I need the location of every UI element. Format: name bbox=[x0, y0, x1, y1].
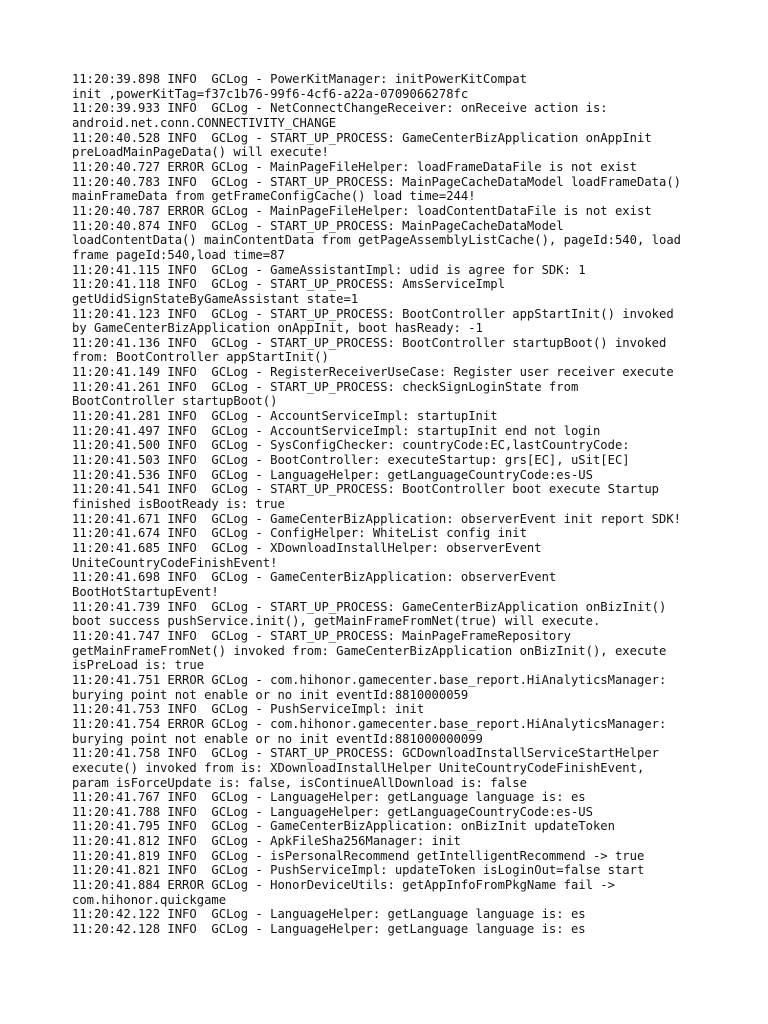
log-line: 11:20:41.261 INFO GCLog - START_UP_PROCESS: checkSignLoginState from bbox=[72, 379, 579, 394]
log-line: 11:20:42.128 INFO GCLog - LanguageHelper: getLanguage language is: es bbox=[72, 922, 586, 937]
log-line: burying point not enable or no init eventId:8810000059 bbox=[72, 687, 469, 702]
log-line: 11:20:41.541 INFO GCLog - START_UP_PROCESS: BootController boot execute Startup bbox=[72, 482, 659, 497]
log-line: 11:20:40.787 ERROR GCLog - MainPageFileHelper: loadContentDataFile is not exist bbox=[72, 203, 652, 218]
log-line: 11:20:41.795 INFO GCLog - GameCenterBizApplication: onBizInit updateToken bbox=[72, 819, 615, 834]
log-line: 11:20:41.753 INFO GCLog - PushServiceImpl: init bbox=[72, 702, 425, 717]
log-line: param isForceUpdate is: false, isContinueAllDownload is: false bbox=[72, 775, 527, 790]
log-line: 11:20:41.758 INFO GCLog - START_UP_PROCESS: GCDownloadInstallServiceStartHelper bbox=[72, 746, 659, 761]
log-line: 11:20:41.767 INFO GCLog - LanguageHelper: getLanguage language is: es bbox=[72, 790, 586, 805]
log-line: getMainFrameFromNet() invoked from: GameCenterBizApplication onBizInit(), execute bbox=[72, 643, 667, 658]
log-line: 11:20:41.819 INFO GCLog - isPersonalRecommend getIntelligentRecommend -> true bbox=[72, 848, 645, 863]
log-line: loadContentData() mainContentData from getPageAssemblyListCache(), pageId:540, load bbox=[72, 233, 682, 248]
log-line: mainFrameData from getFrameConfigCache() load time=244! bbox=[72, 189, 476, 204]
log-line: preLoadMainPageData() will execute! bbox=[72, 145, 329, 160]
log-line: init ,powerKitTag=f37c1b76-99f6-4cf6-a22a-0709066278fc bbox=[72, 86, 469, 101]
log-line: BootHotStartupEvent! bbox=[72, 584, 219, 599]
log-line: 11:20:39.933 INFO GCLog - NetConnectChangeReceiver: onReceive action is: bbox=[72, 101, 608, 116]
log-line: from: BootController appStartInit() bbox=[72, 350, 329, 365]
log-line: 11:20:41.812 INFO GCLog - ApkFileSha256Manager: init bbox=[72, 834, 461, 849]
log-line: 11:20:41.503 INFO GCLog - BootController: executeStartup: grs[EC], uSit[EC] bbox=[72, 453, 630, 468]
log-line: isPreLoad is: true bbox=[72, 658, 205, 673]
log-line: 11:20:41.751 ERROR GCLog - com.hihonor.gamecenter.base_report.HiAnalyticsManager: bbox=[72, 672, 667, 687]
log-line: 11:20:41.698 INFO GCLog - GameCenterBizApplication: observerEvent bbox=[72, 570, 557, 585]
log-line: 11:20:41.536 INFO GCLog - LanguageHelper: getLanguageCountryCode:es-US bbox=[72, 467, 593, 482]
log-line: 11:20:41.497 INFO GCLog - AccountServiceImpl: startupInit end not login bbox=[72, 423, 601, 438]
log-line: finished isBootReady is: true bbox=[72, 497, 285, 512]
log-line: 11:20:41.136 INFO GCLog - START_UP_PROCESS: BootController startupBoot() invoked bbox=[72, 335, 667, 350]
log-line: by GameCenterBizApplication onAppInit, boot hasReady: -1 bbox=[72, 321, 483, 336]
log-line: 11:20:41.739 INFO GCLog - START_UP_PROCESS: GameCenterBizApplication onBizInit() bbox=[72, 599, 667, 614]
log-line: 11:20:41.115 INFO GCLog - GameAssistantImpl: udid is agree for SDK: 1 bbox=[72, 262, 586, 277]
log-line: BootController startupBoot() bbox=[72, 394, 278, 409]
log-line: android.net.conn.CONNECTIVITY_CHANGE bbox=[72, 115, 337, 130]
log-line: burying point not enable or no init eventId:881000000099 bbox=[72, 731, 483, 746]
log-line: 11:20:41.674 INFO GCLog - ConfigHelper: WhiteList config init bbox=[72, 526, 527, 541]
log-line: 11:20:41.500 INFO GCLog - SysConfigChecker: countryCode:EC,lastCountryCode: bbox=[72, 438, 630, 453]
log-line: 11:20:41.884 ERROR GCLog - HonorDeviceUtils: getAppInfoFromPkgName fail -> bbox=[72, 878, 615, 893]
log-line: 11:20:41.685 INFO GCLog - XDownloadInstallHelper: observerEvent bbox=[72, 541, 542, 555]
log-line: 11:20:40.528 INFO GCLog - START_UP_PROCESS: GameCenterBizApplication onAppInit bbox=[72, 130, 652, 145]
log-line: UniteCountryCodeFinishEvent! bbox=[72, 555, 278, 570]
log-line: getUdidSignStateByGameAssistant state=1 bbox=[72, 291, 359, 306]
log-line: 11:20:41.754 ERROR GCLog - com.hihonor.gamecenter.base_report.HiAnalyticsManager: bbox=[72, 716, 667, 731]
log-line: 11:20:41.788 INFO GCLog - LanguageHelper: getLanguageCountryCode:es-US bbox=[72, 804, 593, 819]
log-line: 11:20:40.727 ERROR GCLog - MainPageFileHelper: loadFrameDataFile is not exist bbox=[72, 159, 637, 174]
log-line: 11:20:42.122 INFO GCLog - LanguageHelper: getLanguage language is: es bbox=[72, 907, 586, 922]
log-line: boot success pushService.init(), getMainFrameFromNet(true) will execute. bbox=[72, 614, 601, 629]
log-line: com.hihonor.quickgame bbox=[72, 892, 227, 907]
log-line: 11:20:41.671 INFO GCLog - GameCenterBizApplication: observerEvent init report SDK! bbox=[72, 511, 682, 526]
log-line: 11:20:41.123 INFO GCLog - START_UP_PROCESS: BootController appStartInit() invoked bbox=[72, 306, 674, 321]
log-line: 11:20:40.783 INFO GCLog - START_UP_PROCESS: MainPageCacheDataModel loadFrameData() bbox=[72, 174, 682, 189]
log-line: 11:20:41.821 INFO GCLog - PushServiceImpl: updateToken isLoginOut=false start bbox=[72, 863, 645, 878]
log-line: 11:20:41.281 INFO GCLog - AccountServiceImpl: startupInit bbox=[72, 409, 498, 424]
log-line: 11:20:41.149 INFO GCLog - RegisterReceiverUseCase: Register user receiver execute bbox=[72, 365, 674, 380]
log-line: execute() invoked from is: XDownloadInstallHelper UniteCountryCodeFinishEvent, bbox=[72, 760, 645, 775]
log-line: 11:20:39.898 INFO GCLog - PowerKitManager: initPowerKitCompat bbox=[72, 72, 527, 86]
log-line: 11:20:41.747 INFO GCLog - START_UP_PROCESS: MainPageFrameRepository bbox=[72, 628, 571, 643]
log-document bbox=[72, 72, 712, 937]
log-line: 11:20:40.874 INFO GCLog - START_UP_PROCESS: MainPageCacheDataModel bbox=[72, 218, 564, 233]
log-line: frame pageId:540,load time=87 bbox=[72, 247, 285, 262]
log-line: 11:20:41.118 INFO GCLog - START_UP_PROCESS: AmsServiceImpl bbox=[72, 277, 505, 292]
